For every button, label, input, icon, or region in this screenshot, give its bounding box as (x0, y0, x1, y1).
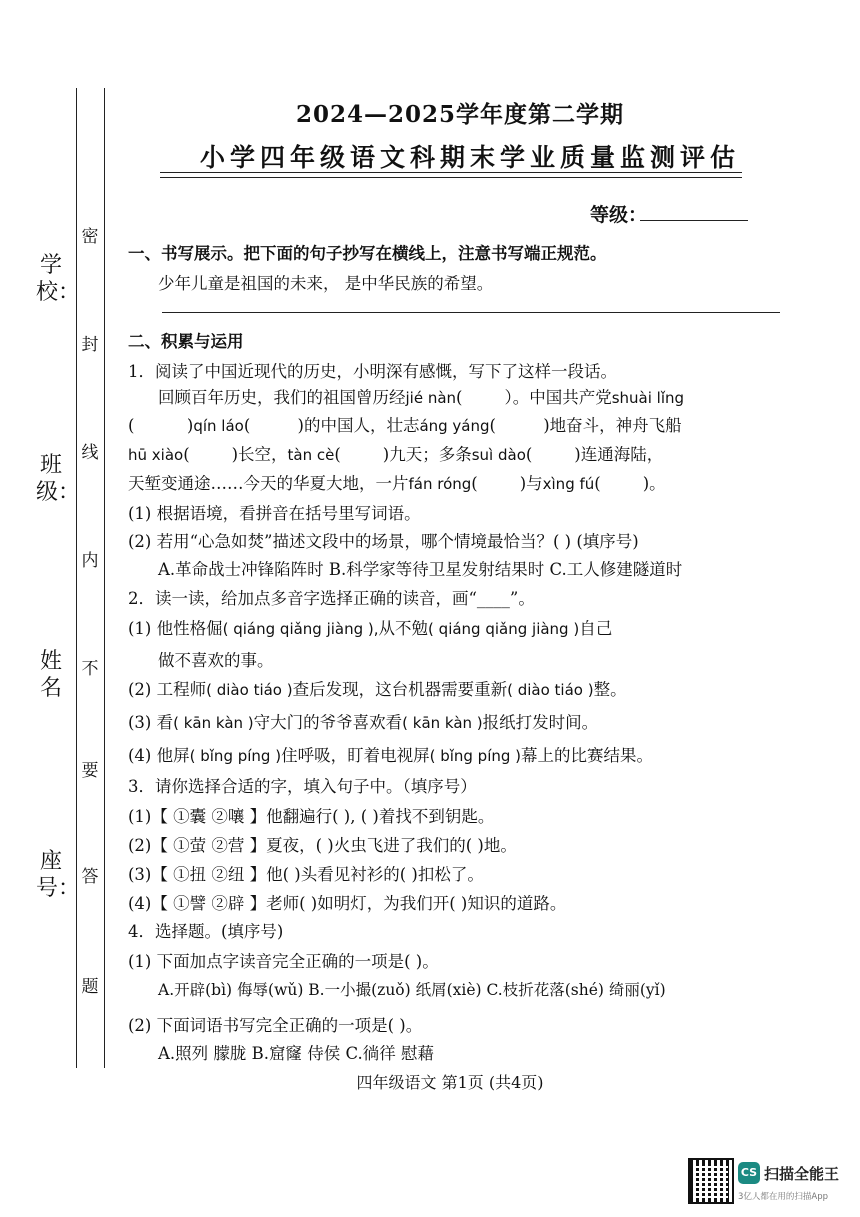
passage-text: 回顾百年历史，我们的祖国曾历经 (158, 388, 406, 407)
passage-text: )与 (519, 474, 543, 493)
scanner-app-name: 扫描全能王 (764, 1165, 840, 1183)
pinyin: fán róng (408, 475, 472, 493)
q2-text: (1) 他性格倔 (128, 619, 223, 638)
school-label: 学校： (36, 253, 81, 305)
pinyin-choices[interactable]: ( kān kàn ) (402, 714, 483, 732)
question-4-2-options: A.照列 朦胧 B.窟窿 侍侯 C.徜徉 慰藉 (158, 1044, 435, 1063)
q2-text: 从不勉 (378, 619, 429, 638)
seal-char: 要 (81, 761, 99, 781)
passage-line-4: 天堑变通途……今天的华夏大地，一片fán róng( )与xìng fú( )。 (128, 474, 666, 493)
exam-subtitle: 小学四年级语文科期末学业质量监测评估 (199, 143, 740, 172)
pinyin-choices[interactable]: ( qiáng qiǎng jiàng ), (222, 620, 379, 638)
seal-char: 内 (81, 551, 99, 571)
pinyin: hū xiào (128, 446, 184, 464)
question-3-intro: 3．请你选择合适的字，填入句子中。（填序号） (128, 777, 477, 796)
question-3-3: (3)【 ①扭 ②纽 】他( )头看见衬衫的( )扣松了。 (128, 865, 484, 884)
copy-sentence: 少年儿童是祖国的未来， 是中华民族的希望。 (158, 274, 494, 293)
q2-text: 报纸打发时间。 (482, 713, 599, 732)
pinyin-choices[interactable]: ( bǐng píng ) (189, 747, 282, 765)
q2-text: (4) 他屏 (128, 746, 190, 765)
q2-text: 整。 (593, 680, 627, 699)
pinyin-choices[interactable]: ( diào tiáo ) (206, 681, 293, 699)
question-1-2-options: A.革命战士冲锋陷阵时 B.科学家等待卫星发射结果时 C.工人修建隧道时 (158, 560, 683, 579)
passage-text: )连通海陆， (574, 445, 664, 464)
q2-text: 住呼吸，盯着电视屏 (281, 746, 430, 765)
passage-line-2: ( )qín láo( )的中国人，壮志áng yáng( )地奋斗，神舟飞船 (128, 416, 682, 435)
question-3-1: (1)【 ①囊 ②嚷 】他翻遍行( ), ( )着找不到钥匙。 (128, 807, 495, 826)
q2-text: 查后发现，这台机器需要重新 (292, 680, 508, 699)
question-4-1-options: A.开辟(bì) 侮辱(wǔ) B.一小撮(zuǒ) 纸屑(xiè) C.枝折花落(shé) 绮丽(yǐ) (158, 981, 666, 999)
pinyin: tàn cè (287, 446, 335, 464)
margin-line-right (104, 88, 105, 1068)
copy-answer-line[interactable] (162, 312, 780, 313)
title-rule (160, 172, 742, 173)
seat-label: 座号： (36, 849, 81, 901)
pinyin-choices[interactable]: ( diào tiáo ) (507, 681, 594, 699)
passage-text: 的中国人，壮志 (303, 416, 420, 435)
question-1-1: (1) 根据语境，看拼音在括号里写词语。 (128, 504, 421, 523)
qr-code-icon (690, 1160, 732, 1202)
q2-text: (3) 看 (128, 713, 174, 732)
pinyin-choices[interactable]: ( bǐng píng ) (429, 747, 522, 765)
seal-char: 不 (81, 659, 99, 679)
question-2-1-cont: 做不喜欢的事。 (158, 651, 274, 670)
question-1-intro: 1．阅读了中国近现代的历史，小明深有感慨，写下了这样一段话。 (128, 362, 617, 381)
margin-line-left (76, 88, 77, 1068)
seal-char: 题 (81, 977, 99, 997)
pinyin-choices[interactable]: ( qiáng qiǎng jiàng ) (428, 620, 580, 638)
passage-text: )九天；多条 (382, 445, 472, 464)
seal-char: 密 (81, 227, 99, 247)
question-4-2: (2) 下面词语书写完全正确的一项是( )。 (128, 1016, 423, 1035)
question-2-1 (128, 615, 612, 639)
passage-line-3: hū xiào( )长空，tàn cè( )九天；多条suì dào( )连通海陆， (128, 445, 664, 464)
passage-text: 天堑变通途……今天的华夏大地，一片 (128, 474, 409, 493)
question-4-1: (1) 下面加点字读音完全正确的一项是( )。 (128, 952, 439, 971)
grade-field[interactable] (640, 220, 748, 221)
exam-year-title: 2024—2025学年度第二学期 (295, 101, 625, 128)
passage-text: )地奋斗，神舟飞船 (543, 416, 682, 435)
q2-text: 自己 (579, 619, 613, 638)
question-3-2: (2)【 ①萤 ②营 】夏夜，( )火虫飞进了我们的( )地。 (128, 836, 517, 855)
seal-char: 线 (81, 443, 99, 463)
question-4-intro: 4．选择题。(填序号) (128, 922, 284, 941)
section1-heading: 一、书写展示。把下面的句子抄写在横线上，注意书写端正规范。 (128, 244, 607, 263)
pinyin-choices[interactable]: ( kān kàn ) (173, 714, 254, 732)
question-1-2: (2) 若用“心急如焚”描述文段中的场景，哪个情境最恰当？( ) (填序号) (128, 532, 639, 551)
question-2-intro: 2．读一读，给加点多音字选择正确的读音，画“____”。 (128, 589, 535, 608)
question-2-4 (128, 742, 653, 766)
camscanner-logo-icon: CS (738, 1162, 760, 1184)
passage-text: ）。中国共产党 (504, 388, 612, 407)
question-2-3 (128, 709, 598, 733)
passage-text: )长空， (231, 445, 288, 464)
q2-text: 守大门的爷爷喜欢看 (253, 713, 403, 732)
name-label: 姓名 (39, 649, 62, 701)
pinyin: shuài lǐng (611, 389, 685, 407)
page-footer: 四年级语文 第1页 (共4页) (356, 1073, 544, 1092)
class-label: 班级： (36, 453, 81, 505)
scanner-tagline: 3亿人都在用的扫描App (738, 1192, 829, 1202)
grade-label: 等级： (590, 204, 648, 226)
pinyin: áng yáng (419, 417, 490, 435)
pinyin: xìng fú (542, 475, 595, 493)
question-3-4: (4)【 ①譬 ②辟 】老师( )如明灯，为我们开( )知识的道路。 (128, 894, 567, 913)
title-rule (160, 177, 742, 178)
pinyin: qín láo (193, 417, 244, 435)
question-2-2 (128, 676, 627, 700)
pinyin: jié nàn (405, 389, 457, 407)
seal-char: 答 (81, 867, 99, 887)
passage-text: )。 (642, 474, 666, 493)
section2-heading: 二、积累与运用 (128, 332, 244, 351)
q2-text: 幕上的比赛结果。 (521, 746, 654, 765)
q2-text: (2) 工程师 (128, 680, 207, 699)
passage-line-1: 回顾百年历史，我们的祖国曾历经jié nàn( ）。中国共产党shuài lǐng (158, 388, 685, 407)
seal-char: 封 (81, 335, 99, 355)
pinyin: suì dào (471, 446, 526, 464)
